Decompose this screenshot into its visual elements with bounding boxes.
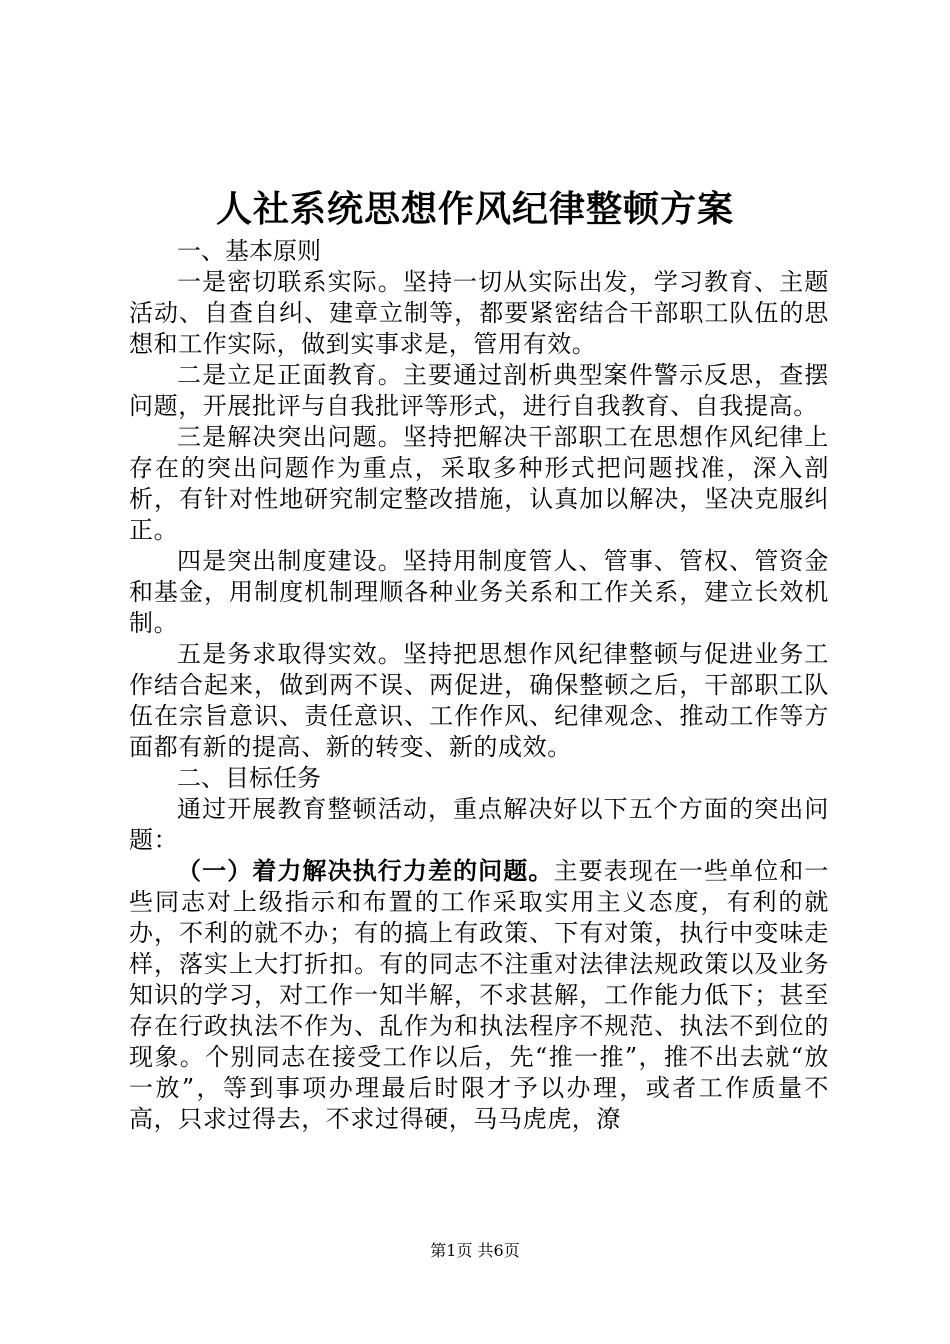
paragraph-principle-2: 二是立足正面教育。主要通过剖析典型案件警示反思，查摆问题，开展批评与自我批评等形式，进行自我教育、自我提高。: [129, 361, 829, 420]
document-title: 人社系统思想作风纪律整顿方案: [215, 188, 734, 230]
section-heading-tasks: 二、目标任务: [177, 764, 321, 792]
paragraph-principle-3: 三是解决突出问题。坚持把解决干部职工在思想作风纪律上存在的突出问题作为重点，采取多种形式把问题找准，深入剖析，有针对性地研究制定整改措施，认真加以解决，坚决克服纠正。: [129, 423, 829, 544]
paragraph-principle-1: 一是密切联系实际。坚持一切从实际出发，学习教育、主题活动、自查自纠、建章立制等，都要紧密结合干部职工队伍的思想和工作实际，做到实事求是，管用有效。: [129, 268, 829, 358]
paragraph-task-item-1: [129, 856, 829, 1135]
paragraph-principle-4: 四是突出制度建设。坚持用制度管人、管事、管权、管资金和基金，用制度机制理顺各种业务关系和工作关系，建立长效机制。: [129, 547, 829, 637]
section-heading-principles: 一、基本原则: [177, 237, 321, 265]
page-number: 第1页 共6页: [430, 1241, 520, 1260]
task-item-1-heading: （一）着力解决执行力差的问题。: [177, 857, 554, 885]
paragraph-principle-5: 五是务求取得实效。坚持把思想作风纪律整顿与促进业务工作结合起来，做到两不误、两促进，确保整顿之后，干部职工队伍在宗旨意识、责任意识、工作作风、纪律观念、推动工作等方面都有新的提高、新的转变、新的成效。: [129, 640, 829, 761]
paragraph-tasks-intro: 通过开展教育整顿活动，重点解决好以下五个方面的突出问题：: [129, 795, 829, 854]
document-body: [129, 236, 829, 1135]
task-item-1-text: 主要表现在一些单位和一些同志对上级指示和布置的工作采取实用主义态度，有利的就办，不利的就不办；有的搞上有政策、下有对策，执行中变味走样，落实上大打折扣。有的同志不注重对法律法规政策以及业务知识的学习，对工作一知半解，不求甚解，工作能力低下；甚至存在行政执法不作为、乱作为和执法程序不规范、执法不到位的现象。个别同志在接受工作以后，先“推一推”，推不出去就“放一放”，等到事项办理最后时限才予以办理，或者工作质量不高，只求过得去，不求过得硬，马马虎虎，潦: [129, 857, 829, 1133]
